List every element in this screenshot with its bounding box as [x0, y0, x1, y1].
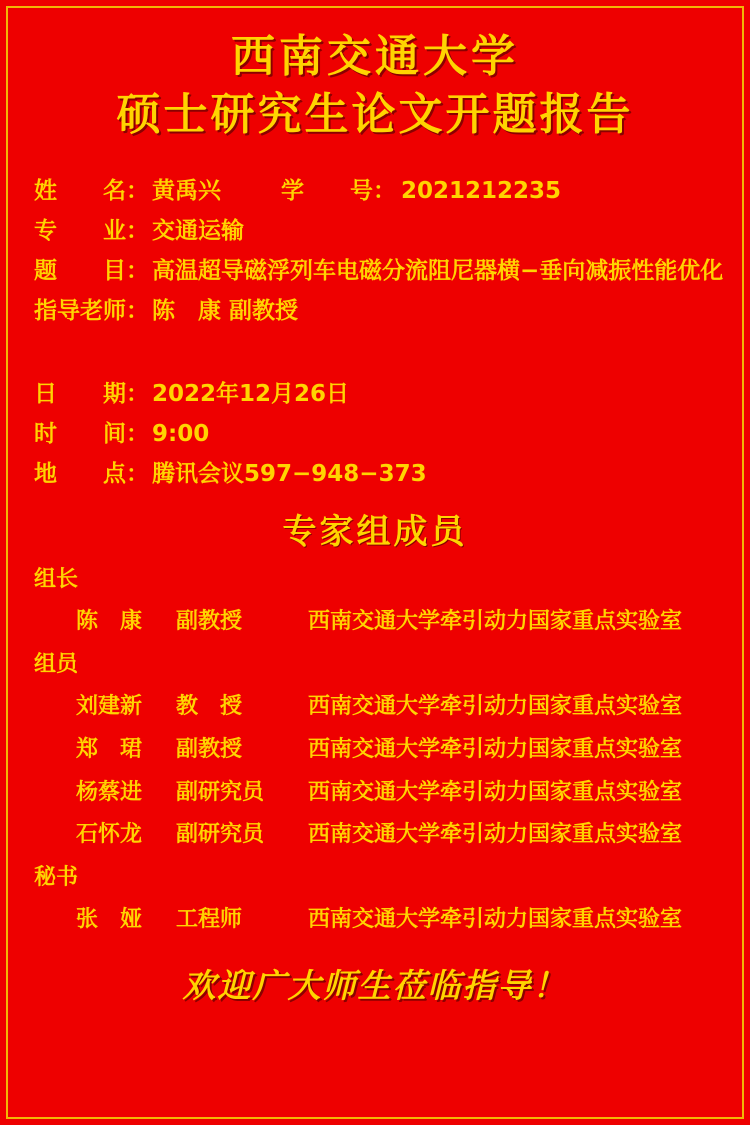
info-row-advisor: [34, 291, 732, 331]
member-title: 副研究员: [176, 779, 265, 805]
member-name: 石怀龙: [76, 822, 143, 848]
member-affiliation: 西南交通大学牵引动力国家重点实验室: [308, 693, 683, 719]
time-value: 9:00: [152, 420, 210, 447]
info-row-place: [34, 454, 732, 494]
place-value: 腾讯会议597−948−373: [152, 461, 427, 488]
secretary-label: 秘书: [34, 865, 79, 891]
student-id-value: 2021212235: [401, 177, 562, 204]
member-title: 工程师: [176, 907, 243, 933]
member-affiliation: 西南交通大学牵引动力国家重点实验室: [308, 779, 683, 805]
list-item: [18, 601, 732, 644]
panel-leader-group: [18, 559, 732, 644]
member-affiliation: 西南交通大学牵引动力国家重点实验室: [308, 822, 683, 848]
panel-secretary-group: [18, 857, 732, 942]
list-item: [18, 899, 732, 942]
date-label: 日 期：: [34, 380, 149, 407]
title-university: 西南交通大学: [231, 31, 519, 82]
info-block: [18, 171, 732, 495]
major-label: 专 业：: [34, 217, 149, 244]
leader-label: 组长: [34, 567, 79, 593]
info-spacer: [34, 332, 732, 374]
welcome-message: 欢迎广大师生莅临指导！: [182, 966, 568, 1006]
member-title: 教 授: [176, 693, 243, 719]
member-name: 刘建新: [76, 693, 143, 719]
place-label: 地 点：: [34, 461, 149, 488]
panel-section-title: 专家组成员: [282, 512, 468, 553]
advisor-value: 陈 康 副教授: [152, 298, 299, 325]
member-title: 副教授: [176, 736, 243, 762]
info-row-name: [34, 171, 732, 211]
member-name: 郑 珺: [76, 736, 143, 762]
member-title: 副教授: [176, 609, 243, 635]
title-subject: 硕士研究生论文开题报告: [116, 89, 634, 141]
member-name: 陈 康: [76, 609, 143, 635]
members-label: 组员: [34, 652, 79, 678]
panel-members-group: [18, 644, 732, 857]
list-item: [18, 772, 732, 815]
list-item: [18, 686, 732, 729]
student-id-label: 学 号：: [281, 177, 396, 204]
list-item: [18, 814, 732, 857]
topic-label: 题 目：: [34, 258, 149, 285]
info-row-time: [34, 414, 732, 454]
info-row-major: [34, 211, 732, 251]
member-affiliation: 西南交通大学牵引动力国家重点实验室: [308, 609, 683, 635]
member-affiliation: 西南交通大学牵引动力国家重点实验室: [308, 736, 683, 762]
member-title: 副研究员: [176, 822, 265, 848]
topic-value: 高温超导磁浮列车电磁分流阻尼器横−垂向减振性能优化: [152, 258, 724, 285]
member-name: 杨蔡进: [76, 779, 143, 805]
list-item: [18, 729, 732, 772]
member-affiliation: 西南交通大学牵引动力国家重点实验室: [308, 907, 683, 933]
time-label: 时 间：: [34, 420, 149, 447]
info-row-date: [34, 374, 732, 414]
major-value: 交通运输: [152, 217, 244, 244]
info-row-topic: [34, 251, 732, 291]
advisor-label: 指导老师：: [34, 298, 149, 325]
date-value: 2022年12月26日: [152, 380, 350, 407]
member-name: 张 娅: [76, 907, 143, 933]
name-value: 黄禹兴: [152, 177, 221, 204]
name-label: 姓 名：: [34, 177, 149, 204]
page-title: [18, 0, 732, 145]
